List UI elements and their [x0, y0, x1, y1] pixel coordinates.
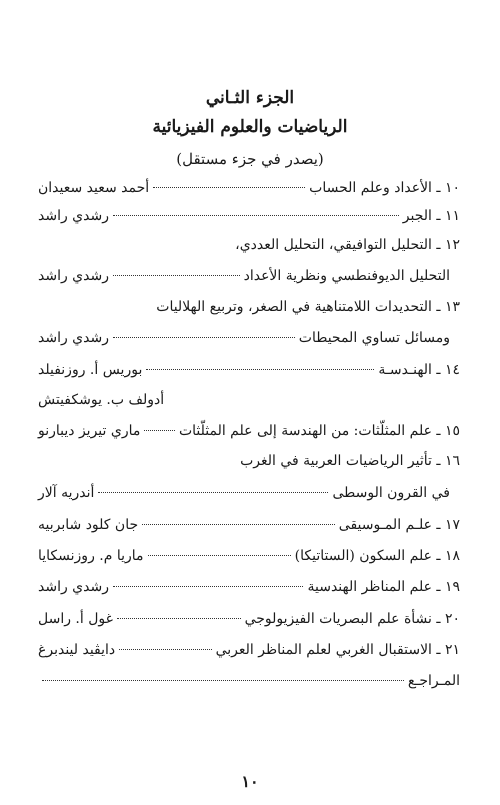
part-subtitle: الرياضيات والعلوم الفيزيائية	[152, 117, 348, 137]
toc-entry-author: رشدي راشد	[38, 579, 109, 595]
toc-leader-dots	[113, 337, 295, 338]
toc-entry	[38, 548, 460, 572]
toc-entry	[38, 423, 460, 447]
toc-entry-author: رشدي راشد	[38, 268, 109, 284]
toc-leader-dots	[113, 215, 399, 216]
toc-entry-coauthor: أدولف ب. يوشكفيتش	[38, 392, 165, 408]
toc-entry-title: ١٥ ـ علم المثلّثات: من الهندسة إلى علم المثلّثات	[178, 423, 460, 439]
toc-leader-dots	[42, 680, 404, 681]
toc-entry-author: جان كلود شابربيه	[38, 517, 139, 533]
toc-entry-title: ١٦ ـ تأثير الرياضيات العربية في الغرب	[240, 453, 460, 469]
toc-entry	[38, 180, 460, 204]
toc-entry	[38, 268, 450, 292]
toc-entry-title: ١٧ ـ علـم المـوسيقى	[338, 517, 460, 533]
toc-leader-dots	[117, 618, 241, 619]
toc-entry	[38, 485, 450, 509]
toc-leader-dots	[113, 586, 304, 587]
toc-entry	[38, 611, 460, 635]
toc-entry	[38, 579, 460, 603]
toc-leader-dots	[119, 649, 211, 650]
toc-entry-title: ١٢ ـ التحليل التوافيقي، التحليل العددي،	[235, 237, 460, 253]
page-number: ١٠	[241, 772, 259, 791]
toc-entry-author: أندريه آلار	[38, 485, 95, 501]
toc-entry-title: في القرون الوسطى	[332, 485, 450, 501]
toc-entry	[38, 208, 460, 232]
toc-entry-author: رشدي راشد	[38, 330, 109, 346]
toc-leader-dots	[148, 555, 291, 556]
toc-entry-author: غول أ. راسل	[38, 611, 113, 627]
toc-entry-author: أحمد سعيد سعيدان	[38, 180, 150, 196]
toc-entry-title: ومسائل تساوي المحيطات	[298, 330, 450, 346]
toc-entry-author: ماري تيريز ديبارنو	[38, 423, 141, 439]
toc-entry-author: رشدي راشد	[38, 208, 109, 224]
toc-leader-dots	[144, 430, 175, 431]
toc-leader-dots	[98, 492, 328, 493]
toc-entry-title: ٢٠ ـ نشأة علم البصريات الفيزيولوجي	[244, 611, 460, 627]
toc-entry-title: ١٨ ـ علم السكون (الستاتيكا)	[294, 548, 460, 564]
toc-leader-dots	[153, 187, 305, 188]
toc-leader-dots	[146, 369, 374, 370]
toc-leader-dots	[113, 275, 240, 276]
toc-leader-dots	[142, 524, 335, 525]
toc-entry	[38, 362, 460, 386]
toc-entry-title: ١١ ـ الجبر	[402, 208, 460, 224]
toc-entry	[38, 517, 460, 541]
toc-entry-title: ٢١ ـ الاستقبال الغربي لعلم المناظر العربي	[215, 642, 460, 658]
toc-entry-title: التحليل الديوفنطسي ونظرية الأعداد	[243, 268, 450, 284]
toc-entry	[38, 642, 460, 666]
toc-entry-title: ١٤ ـ الهنـدسـة	[378, 362, 460, 378]
part-note: (يصدر في جزء مستقل)	[176, 150, 324, 168]
part-title: الجزء الثـاني	[205, 88, 295, 108]
toc-entry-references	[38, 673, 460, 697]
toc-entry-author: دايڤيد ليندبرغ	[38, 642, 116, 658]
toc-entry	[38, 330, 450, 354]
toc-entry-title: ١٩ ـ علم المناظر الهندسية	[307, 579, 460, 595]
toc-entry-author: بوريس أ. روزنفيلد	[38, 362, 143, 378]
toc-entry-title: ١٠ ـ الأعداد وعلم الحساب	[309, 180, 460, 196]
toc-entry-title: ١٣ ـ التحديدات اللامتناهية في الصغر، وتربيع الهلاليات	[156, 299, 460, 315]
toc-entry-title: المـراجـع	[407, 673, 460, 689]
toc-entry-author: ماريا م. روزنسكايا	[38, 548, 144, 564]
